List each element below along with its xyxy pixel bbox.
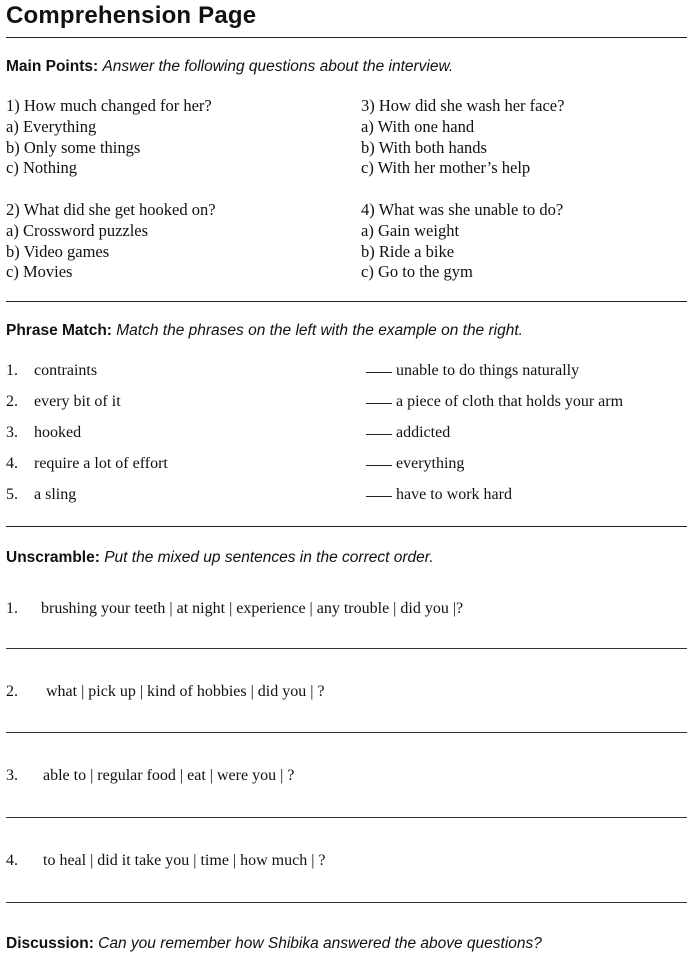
answer-line[interactable] xyxy=(6,648,687,649)
match-example xyxy=(366,362,579,380)
answer-option: a) Everything xyxy=(6,116,97,136)
question-block-4 xyxy=(361,200,681,283)
example-text: have to work hard xyxy=(396,486,512,503)
unscramble-header xyxy=(6,549,434,567)
example-text: everything xyxy=(396,455,465,472)
phrase-text: a sling xyxy=(34,486,77,503)
unscramble-number: 4. xyxy=(6,852,18,869)
phrase-number: 3. xyxy=(6,424,18,441)
unscramble-sentence: what | pick up | kind of hobbies | did you | ? xyxy=(46,683,325,700)
question-block-3 xyxy=(361,96,681,179)
answer-option: c) Go to the gym xyxy=(361,262,473,282)
answer-line[interactable] xyxy=(6,902,687,903)
unscramble-number: 2. xyxy=(6,683,18,700)
example-text: a piece of cloth that holds your arm xyxy=(396,393,624,410)
main-points-instruction: Answer the following questions about the interview. xyxy=(102,58,454,75)
phrase-number: 2. xyxy=(6,393,18,410)
unscramble-sentence: to heal | did it take you | time | how much | ? xyxy=(43,852,326,869)
phrase-number: 4. xyxy=(6,455,18,472)
answer-option: b) With both hands xyxy=(361,137,487,157)
example-text: unable to do things naturally xyxy=(396,362,580,379)
unscramble-sentence: brushing your teeth | at night | experience | any trouble | did you |? xyxy=(41,600,464,617)
title-divider xyxy=(6,37,687,38)
answer-option: b) Video games xyxy=(6,241,110,261)
page-title: Comprehension Page xyxy=(6,2,257,29)
phrase-match-label: Phrase Match: xyxy=(6,322,112,339)
phrase-text: hooked xyxy=(34,424,82,441)
discussion-header xyxy=(6,935,542,953)
answer-line[interactable] xyxy=(6,817,687,818)
main-points-divider xyxy=(6,301,687,302)
question-block-2 xyxy=(6,200,326,283)
answer-option: b) Only some things xyxy=(6,137,141,157)
unscramble-instruction: Put the mixed up sentences in the correct order. xyxy=(104,549,434,566)
discussion-label: Discussion: xyxy=(6,935,94,952)
phrase-match-instruction: Match the phrases on the left with the example on the right. xyxy=(116,322,523,339)
match-example xyxy=(366,455,464,473)
answer-option: a) Crossword puzzles xyxy=(6,220,149,240)
question-text: 4) What was she unable to do? xyxy=(361,200,564,219)
match-example xyxy=(366,486,512,504)
main-points-header xyxy=(6,58,453,76)
phrase-text: require a lot of effort xyxy=(34,455,168,472)
main-points-label: Main Points: xyxy=(6,58,99,75)
unscramble-number: 1. xyxy=(6,600,18,617)
phrase-match-header xyxy=(6,322,523,340)
phrase-number: 1. xyxy=(6,362,18,379)
answer-option: a) With one hand xyxy=(361,116,475,136)
phrase-number: 5. xyxy=(6,486,18,503)
question-block-1 xyxy=(6,96,326,179)
answer-line[interactable] xyxy=(6,732,687,733)
unscramble-label: Unscramble: xyxy=(6,549,100,566)
unscramble-number: 3. xyxy=(6,767,18,784)
discussion-instruction: Can you remember how Shibika answered the above questions? xyxy=(98,935,542,952)
answer-option: b) Ride a bike xyxy=(361,241,455,261)
phrase-text: every bit of it xyxy=(34,393,121,410)
question-text: 2) What did she get hooked on? xyxy=(6,200,216,219)
answer-option: a) Gain weight xyxy=(361,220,460,240)
match-example xyxy=(366,393,623,411)
answer-option: c) Movies xyxy=(6,262,73,282)
unscramble-sentence: able to | regular food | eat | were you | ? xyxy=(43,767,295,784)
answer-option: c) Nothing xyxy=(6,158,78,178)
match-blank[interactable] xyxy=(366,434,392,435)
question-text: 1) How much changed for her? xyxy=(6,96,212,115)
phrase-match-divider xyxy=(6,526,687,527)
match-example xyxy=(366,424,450,442)
match-blank[interactable] xyxy=(366,403,392,404)
question-text: 3) How did she wash her face? xyxy=(361,96,565,115)
match-blank[interactable] xyxy=(366,496,392,497)
phrase-text: contraints xyxy=(34,362,98,379)
example-text: addicted xyxy=(396,424,451,441)
answer-option: c) With her mother’s help xyxy=(361,158,531,178)
match-blank[interactable] xyxy=(366,372,392,373)
match-blank[interactable] xyxy=(366,465,392,466)
